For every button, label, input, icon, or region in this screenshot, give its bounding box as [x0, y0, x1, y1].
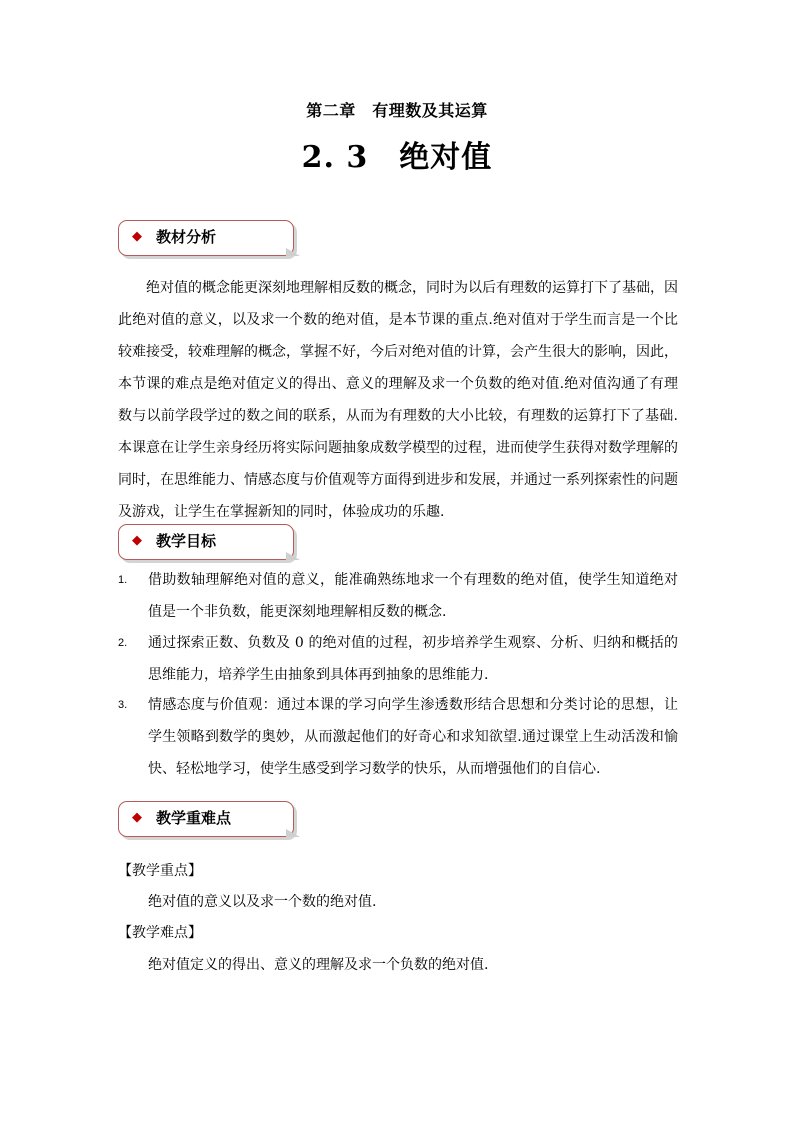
section-label: 教材分析	[156, 228, 217, 246]
difficulty-label: 【教学难点】	[118, 925, 202, 941]
goal-number: 2.	[118, 637, 128, 649]
goal-text: 通过探索正数、负数及 0 的绝对值的过程，初步培养学生观察、分析、归纳和概括的思维能力，培养学生由抽象到具体再到抽象的思维能力.	[148, 635, 678, 683]
header-tail-decoration	[286, 552, 300, 560]
chapter-title: 第二章 有理数及其运算	[306, 101, 488, 120]
goal-item	[118, 564, 678, 628]
section-label: 教学重难点	[156, 809, 232, 827]
section-header-analysis	[118, 220, 294, 256]
focus-text: 绝对值的意义以及求一个数的绝对值.	[148, 894, 377, 910]
goal-number: 1.	[118, 574, 128, 586]
header-tail-decoration	[286, 829, 300, 837]
goal-item	[118, 689, 678, 785]
lesson-title: 2. 3 绝对值	[301, 140, 493, 175]
diamond-icon: ◆	[132, 533, 142, 548]
goal-item	[118, 627, 678, 691]
section-header-goals	[118, 524, 294, 560]
diamond-icon: ◆	[132, 229, 142, 244]
diamond-icon: ◆	[132, 810, 142, 825]
focus-label: 【教学重点】	[118, 863, 202, 879]
goal-number: 3.	[118, 699, 128, 711]
goal-text: 借助数轴理解绝对值的意义，能准确熟练地求一个有理数的绝对值，使学生知道绝对值是一个非负数，能更深刻地理解相反数的概念.	[148, 572, 678, 620]
section-header-key-points	[118, 801, 294, 837]
analysis-paragraph: 绝对值的概念能更深刻地理解相反数的概念，同时为以后有理数的运算打下了基础，因此绝对值的意义，以及求一个数的绝对值，是本节课的重点.绝对值对于学生而言是一个比较难接受，较难理解的概念，掌握不好，今后对绝对值的计算，会产生很大的影响，因此，本节课的难点是绝对值定义的得出、意义的理解及求一个负数的绝对值.绝对值沟通了有理数与以前学段学过的数之间的联系，从而为有理数的大小比较，有理数的运算打下了基础.本课意在让学生亲身经历将实际问题抽象成数学模型的过程，进而使学生获得对数学理解的同时，在思维能力、情感态度与价值观等方面得到进步和发展，并通过一系列探索性的问题及游戏，让学生在掌握新知的同时，体验成功的乐趣.	[118, 280, 678, 520]
difficulty-text: 绝对值定义的得出、意义的理解及求一个负数的绝对值.	[148, 957, 489, 973]
goal-text: 情感态度与价值观：通过本课的学习向学生渗透数形结合思想和分类讨论的思想，让学生领略到数学的奥妙，从而激起他们的好奇心和求知欲望.通过课堂上生动活泼和愉快、轻松地学习，使学生感受到学习数学的快乐，从而增强他们的自信心.	[148, 697, 678, 777]
section-label: 教学目标	[156, 532, 217, 550]
header-tail-decoration	[286, 248, 300, 256]
